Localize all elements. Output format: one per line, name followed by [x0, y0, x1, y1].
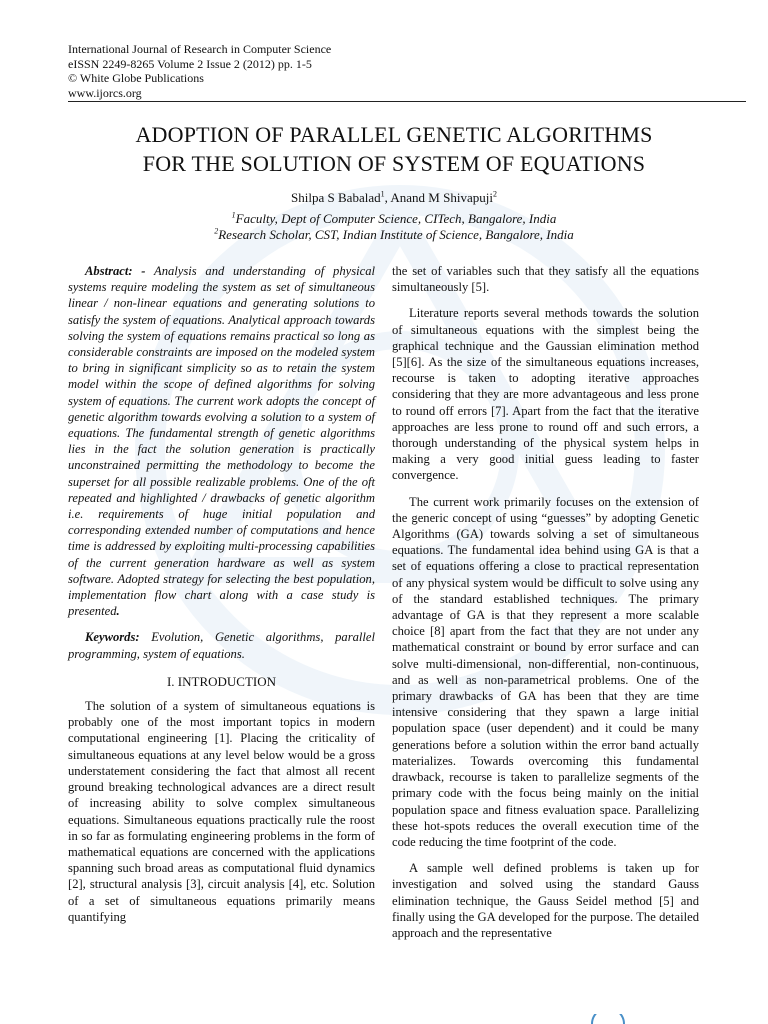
journal-name: International Journal of Research in Computer Science	[68, 42, 332, 56]
affiliation-text: Research Scholar, CST, Indian Institute of Science, Bangalore, India	[218, 227, 574, 242]
journal-website[interactable]: www.ijorcs.org	[68, 85, 142, 100]
right-column	[392, 263, 699, 951]
abstract-text: Analysis and understanding of physical systems require modeling the system as set of simultaneous linear / non-linear equations and generating solutions to satisfy the system of equations. Analytical approach towards solving the system of equations remains practical so long as considerable constraints are imposed on the modeled system to bring in significant simplicity so as to retain the system model within the scope of defined algorithms for solving system of equations. The current work adopts the concept of genetic algorithm towards evolving a solution to a system of equations. The fundamental strength of genetic algorithms lies in the fact the solution generation is practically unconstrained permitting the methodology to become the superset for all possible realizable problems. One of the oft repeated and highlighted / drawbacks of genetic algorithm i.e. requirements of huge initial population and corresponding extended number of computations and hence time is addressed by exploiting multi-processing capabilities of the current generation hardware as well as system software. Adopted strategy for selecting the best population, implementation flow chart along with a case study is presented	[68, 264, 375, 619]
affil-marker: 2	[214, 226, 219, 236]
author-separator: ,	[384, 190, 391, 205]
intro-paragraph: The solution of a system of simultaneous equations is probably one of the most important topics in modern computational engineering [1]. Placing the criticality of simultaneous equations at any level below would be a gross understatement considering the fact that almost all recent ground breaking technological advances are a direct result of increasing ability to solve complex simultaneous equations. Simultaneous equations practically rule the roost in so far as formulating engineering problems in the form of mathematical equations are concerned with the applications spanning such broad areas as computational fluid dynamics [2], structural analysis [3], circuit analysis [4], etc. Solution of a set of simultaneous equations primarily means quantifying	[68, 699, 375, 924]
affiliations	[40, 211, 748, 243]
section-heading-introduction: I. INTRODUCTION	[166, 673, 277, 689]
author-name: Anand M Shivapuji	[390, 190, 493, 205]
abstract-end: .	[116, 604, 120, 619]
paper-title	[40, 120, 748, 178]
footer-logo-icon	[590, 1014, 626, 1024]
body-paragraph: Literature reports several methods towards the solution of simultaneous equations with the simplest being the graphical technique and the Gaussian elimination method [5][6]. As the size of the simultaneous equations increases, recourse is taken to adopting iterative approaches considering that they are more advantageous and less prone to round off errors [7]. Apart from the fact that the iterative approaches are less prone to round off and such errors, a thorough understanding of the physical system helps in making a very good initial guess leading to faster convergence.	[392, 306, 699, 483]
title-line-1: ADOPTION OF PARALLEL GENETIC ALGORITHMS	[135, 122, 653, 147]
body-paragraph: The current work primarily focuses on the extension of the generic concept of using “guesses” by adopting Genetic Algorithms (GA) towards solving a set of simultaneous equations. The fundamental idea behind using GA is that a set of equations offering a close to practical representation of any physical system would be difficult to solve using any of the standard established techniques. The primary advantage of GA is that they represent a more scalable choice [8] apart from the fact that they are not under any mathematical constraint or bound by error surface and can solve multi-dimensional, non-differential, non-continuous, and as well as non-parametrical problems. One of the primary drawbacks of GA has been that they are time intensive considering that they spawn a large initial population space (user dependent) and it could be many generations before a solution within the error band actually materializes. Towards overcoming this fundamental drawback, recourse is taken to parallelize segments of the primary code with the focus being mainly on the initial population space and fitness evaluation space. Parallelizing these hot-spots reduces the overall execution time of the code reducing the time footprint of the code.	[392, 494, 699, 849]
journal-issn: eISSN 2249-8265 Volume 2 Issue 2 (2012) pp. 1-5	[68, 56, 312, 71]
affil-marker: 1	[231, 210, 236, 220]
left-column	[68, 263, 375, 935]
author-name: Shilpa S Babalad	[291, 190, 381, 205]
affiliation-2	[40, 227, 748, 243]
header-divider	[68, 101, 746, 102]
keywords-text: Evolution, Genetic algorithms, parallel programming, system of equations.	[68, 630, 375, 661]
journal-header	[68, 42, 748, 100]
journal-publisher: © White Globe Publications	[68, 71, 204, 85]
keywords-label: Keywords:	[85, 630, 140, 645]
abstract-label: Abstract: -	[85, 264, 146, 278]
affiliation-text: Faculty, Dept of Computer Science, CITech, Bangalore, India	[235, 211, 557, 226]
author-list	[40, 190, 748, 206]
author-affil-marker: 1	[380, 189, 385, 199]
abstract	[68, 263, 375, 619]
body-paragraph: the set of variables such that they satisfy all the equations simultaneously [5].	[392, 264, 699, 295]
author-affil-marker: 2	[492, 189, 497, 199]
title-line-2: FOR THE SOLUTION OF SYSTEM OF EQUATIONS	[142, 151, 646, 176]
keywords	[68, 629, 375, 661]
affiliation-1	[40, 211, 748, 227]
body-paragraph: A sample well defined problems is taken up for investigation and solved using the standard Gauss elimination technique, the Gauss Seidel method [5] and finally using the GA developed for the purpose. The detailed approach and the representative	[392, 861, 699, 940]
